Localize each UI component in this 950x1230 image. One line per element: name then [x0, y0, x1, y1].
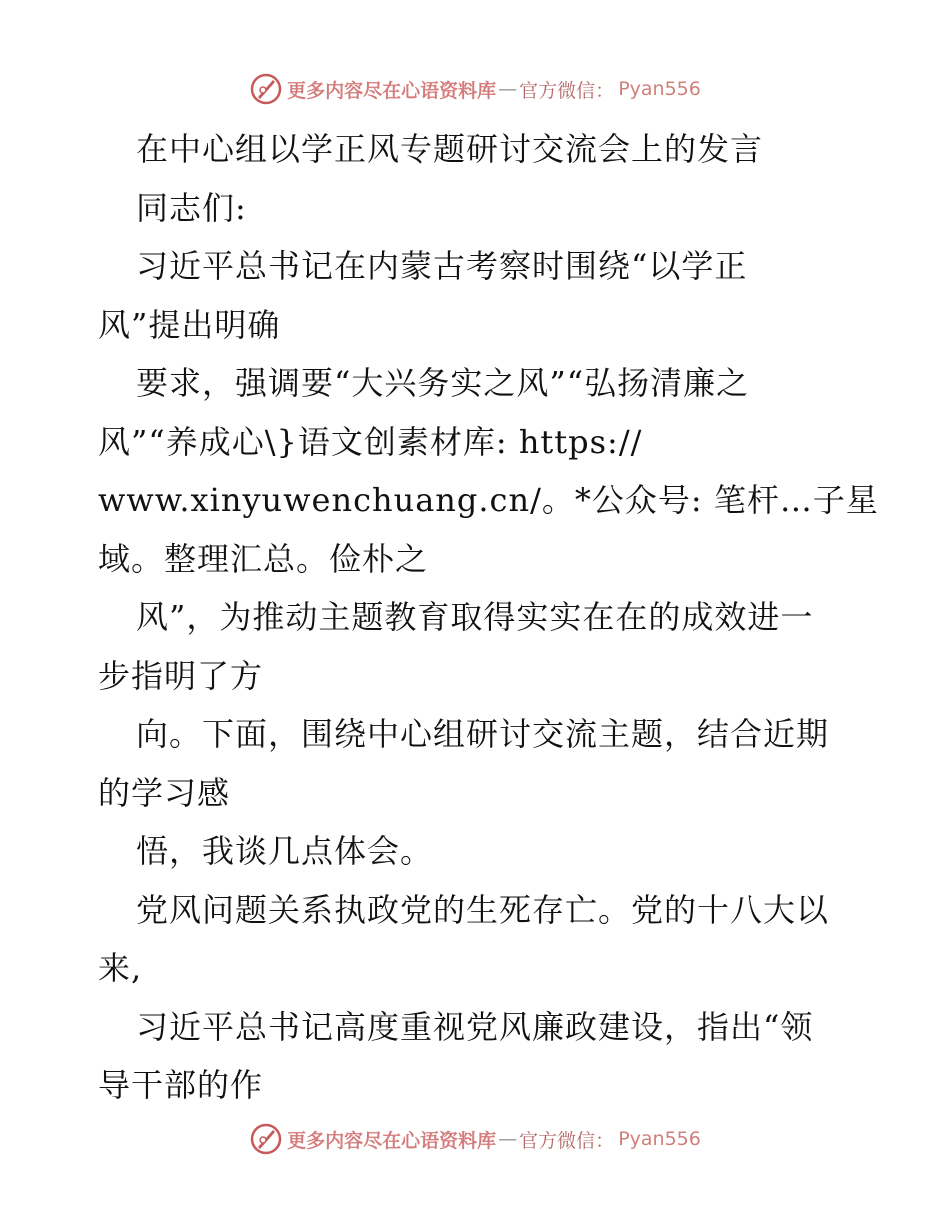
text-line: 同志们:: [136, 188, 247, 227]
watermark-separator: —: [498, 1128, 518, 1150]
text-line: 风”，为推动主题教育取得实实在在的成效进一: [136, 598, 814, 636]
text-line: 步指明了方: [98, 656, 264, 695]
watermark-sub-text: 官方微信：: [519, 79, 615, 102]
text-line: 风”“养成心\}语文创素材库: https://: [98, 422, 643, 461]
text-line: 来,: [98, 949, 143, 987]
text-line: www.xinyuwenchuang.cn/。*公众号: 笔杆…子星: [98, 481, 879, 519]
text-line: 的学习感: [98, 773, 231, 812]
quill-logo-icon: [249, 1122, 283, 1156]
watermark-separator: —: [498, 78, 518, 100]
quill-logo-icon: [249, 72, 283, 106]
document-title: 在中心组以学正风专题研讨交流会上的发言: [136, 130, 764, 168]
header-watermark: [0, 72, 950, 106]
watermark-id: Pyan556: [618, 1128, 701, 1150]
text-line: 党风问题关系执政党的生死存亡。党的十八大以: [136, 890, 830, 929]
text-line: 要求，强调要“大兴务实之风”“弘扬清廉之: [136, 364, 750, 402]
text-line: 导干部的作: [98, 1066, 264, 1104]
document-body: [98, 120, 879, 1115]
text-line: 向。下面，围绕中心组研讨交流主题，结合近期: [136, 715, 830, 753]
watermark-sub-text: 官方微信：: [519, 1129, 615, 1152]
text-line: 悟，我谈几点体会。: [136, 832, 434, 870]
text-line: 习近平总书记高度重视党风廉政建设，指出“领: [136, 1007, 814, 1046]
watermark-main-text: 更多内容尽在心语资料库: [287, 1129, 497, 1152]
text-line: 风”提出明确: [98, 305, 281, 344]
watermark-main-text: 更多内容尽在心语资料库: [287, 79, 497, 102]
footer-watermark: [0, 1122, 950, 1156]
watermark-id: Pyan556: [618, 78, 701, 100]
text-line: 习近平总书记在内蒙古考察时围绕“以学正: [136, 247, 748, 285]
text-line: 域。整理汇总。俭朴之: [98, 539, 429, 578]
